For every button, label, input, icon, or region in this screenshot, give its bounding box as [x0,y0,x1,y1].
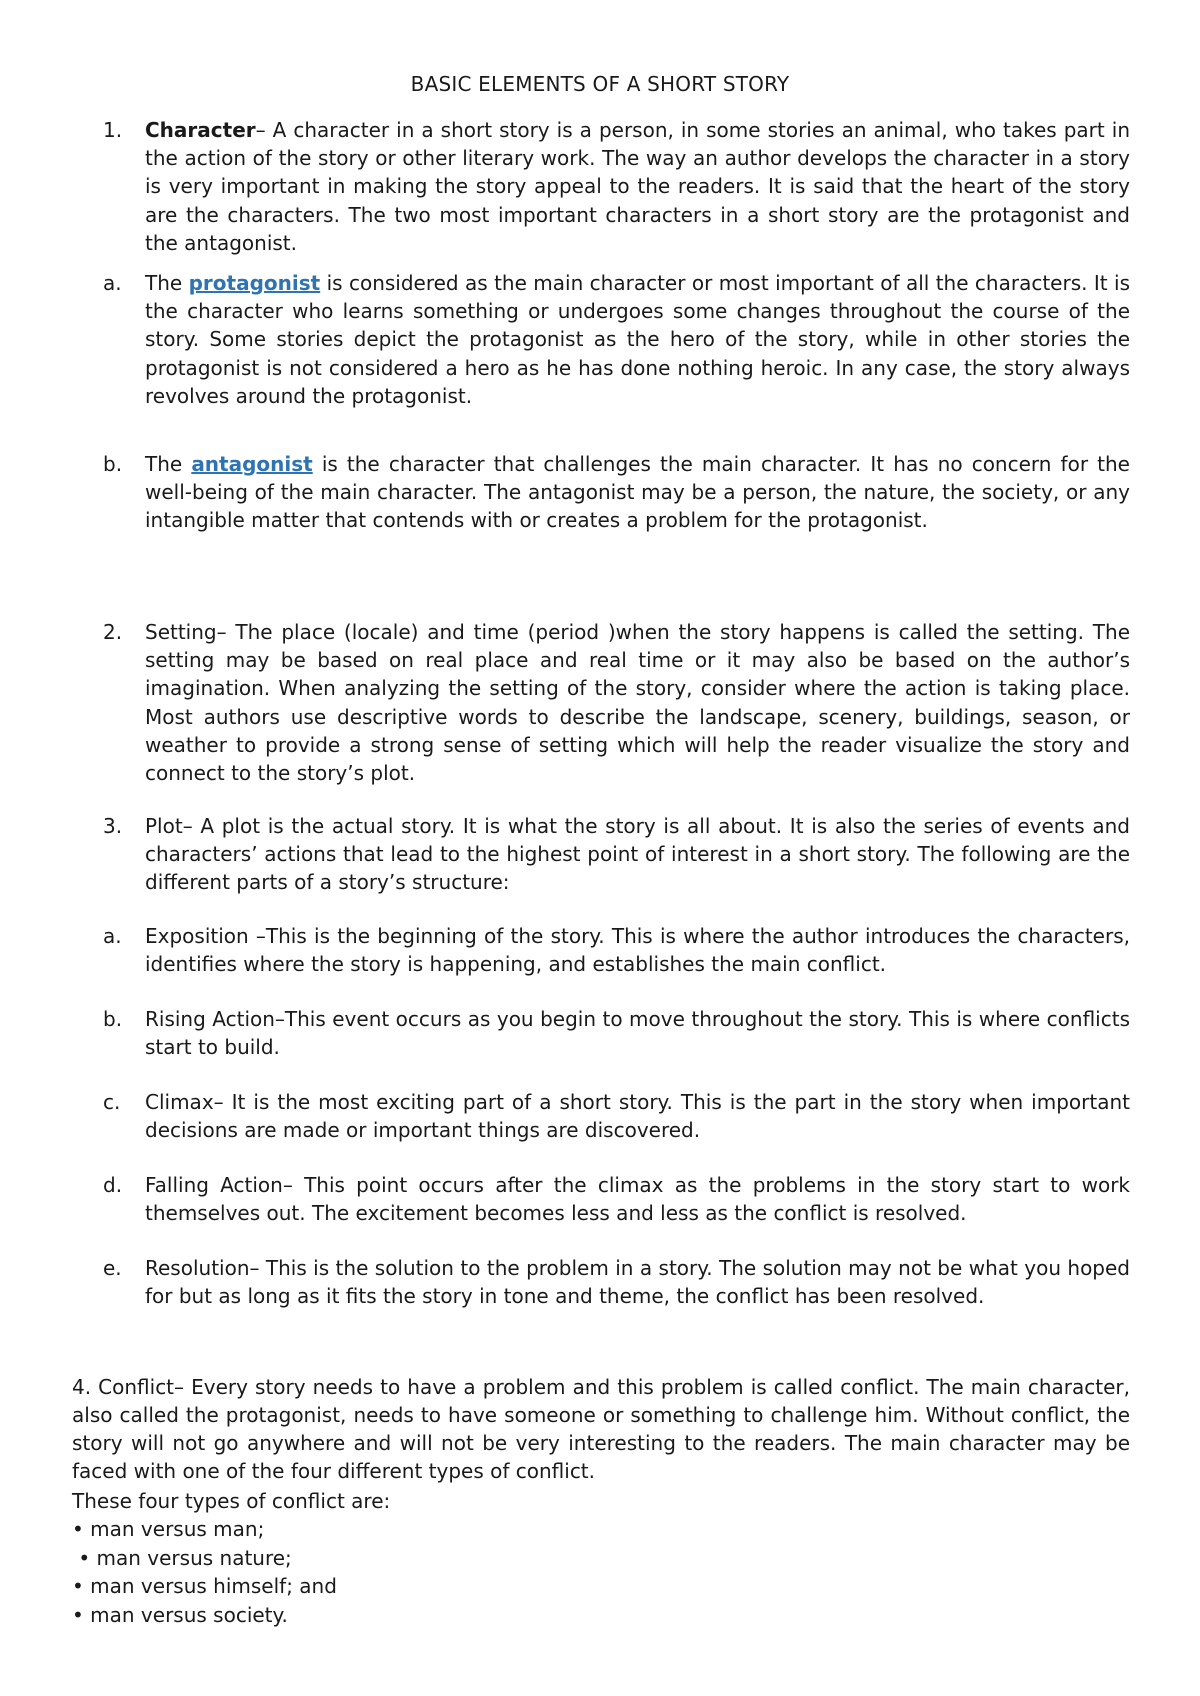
conflict-types-intro: These four types of conflict are: [72,1489,391,1513]
list-marker: c. [103,1090,121,1114]
antagonist-pre: The [145,452,192,476]
antagonist-text: is the character that challenges the main character. It has no concern for the well-being of the main character. The antagonist may be a person, the nature, the society, or any intangible matter that contends with or creates a problem for the protagonist. [145,452,1130,533]
list-item-falling-action [103,1171,1130,1227]
rising-action-text: Rising Action–This event occurs as you begin to move throughout the story. This is where conflicts start to build. [145,1007,1130,1060]
list-marker: b. [103,1007,123,1031]
list-marker: b. [103,452,123,476]
climax-text: Climax– It is the most exciting part of a short story. This is the part in the story when important decisions are made or important things are discovered. [145,1090,1130,1143]
setting-text: Setting– The place (locale) and time (period )when the story happens is called the setting. The setting may be based on real place and real time or it may also be based on the author’s imagination. When analyzing the setting of the story, consider where the action is taking place. Most authors use descriptive words to describe the landscape, scenery, buildings, season, or weather to provide a strong sense of setting which will help the reader visualize the story and connect to the story’s plot. [145,620,1130,786]
list-item-character [103,116,1130,257]
falling-action-text: Falling Action– This point occurs after the climax as the problems in the story start to work themselves out. The excitement becomes less and less as the conflict is resolved. [145,1173,1130,1226]
conflict-type-item: • man versus man; [72,1517,265,1542]
protagonist-pre: The [145,271,189,295]
protagonist-link[interactable]: protagonist [188,271,321,295]
list-item-antagonist [103,450,1130,535]
section-conflict: 4. Conflict– Every story needs to have a problem and this problem is called conflict. The main character, also called the protagonist, needs to have someone or something to challenge him. Without conflict, the story will not go anywhere and will not be very interesting to the readers. The main character may be faced with one of the four different types of conflict. [72,1375,1130,1483]
conflict-type-item: • man versus society. [72,1602,288,1627]
protagonist-text: is considered as the main character or most important of all the characters. It is the character who learns something or undergoes some changes throughout the course of the story. Some stories depict the protagonist as the hero of the story, while in other stories the protagonist is not considered a hero as he has done nothing heroic. In any case, the story always revolves around the protagonist. [145,271,1130,408]
character-text: – A character in a short story is a person, in some stories an animal, who takes part in the action of the story or other literary work. The way an author develops the character in a story is very important in making the story appeal to the readers. It is said that the heart of the story are the characters. The two most important characters in a short story are the protagonist and the antagonist. [145,118,1130,255]
list-item-exposition [103,922,1130,978]
conflict-type-item: • man versus himself; and [72,1574,337,1599]
document-title: BASIC ELEMENTS OF A SHORT STORY [410,72,790,96]
conflict-type-item: • man versus nature; [72,1545,292,1570]
list-item-protagonist [103,269,1130,410]
list-item-resolution [103,1254,1130,1310]
conflict-types-list [72,1487,772,1629]
list-item-climax [103,1088,1130,1144]
list-marker: 2. [103,620,123,644]
list-marker: 1. [103,118,123,142]
list-item-rising-action [103,1005,1130,1061]
list-marker: e. [103,1256,122,1280]
list-marker: d. [103,1173,123,1197]
plot-text: Plot– A plot is the actual story. It is what the story is all about. It is also the series of events and characters’ actions that lead to the highest point of interest in a short story. The following are the different parts of a story’s structure: [145,814,1130,895]
term-character: Character [145,118,256,142]
list-marker: a. [103,271,122,295]
resolution-text: Resolution– This is the solution to the problem in a story. The solution may not be what you hoped for but as long as it fits the story in tone and theme, the conflict has been resolved. [145,1256,1130,1309]
list-marker: 3. [103,814,123,838]
list-marker: a. [103,924,122,948]
list-item-setting [103,618,1130,787]
exposition-text: Exposition –This is the beginning of the story. This is where the author introduces the characters, identifies where the story is happening, and establishes the main conflict. [145,924,1130,977]
antagonist-link[interactable]: antagonist [191,452,313,476]
list-item-plot [103,812,1130,897]
